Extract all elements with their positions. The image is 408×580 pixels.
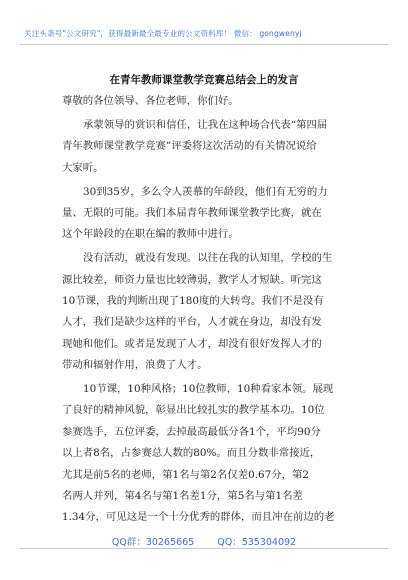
body-line: 尊敬的各位领导、各位老师，你们好。 <box>62 95 239 107</box>
body-line: 1.34分，可见这是一个十分优秀的群体，而且冲在前边的老 <box>62 511 335 524</box>
body-line: 大家听。 <box>62 161 104 174</box>
body-line: 30到35岁，多么令人羡慕的年龄段，他们有无穷的力 <box>83 185 328 198</box>
body-line: 量、无限的可能。我们本届青年教师课堂教学比赛，就在 <box>62 206 322 219</box>
page-footer <box>0 534 408 548</box>
body-line: 尤其是前5名的老师，第1名与第2名仅差0.67分，第2 <box>62 468 309 481</box>
body-line: 带动和辐射作用，浪费了人才。 <box>62 359 208 372</box>
footer-qq-group: QQ群：30265665 <box>111 537 195 548</box>
body-line: 青年教师课堂教学竞赛”评委将这次活动的有关情况说给 <box>62 140 317 153</box>
document-title: 在青年教师课堂教学竞赛总结会上的发言 <box>109 74 299 86</box>
footer-qq: QQ：535304092 <box>217 537 297 548</box>
body-line: 10节课，我的判断出现了180度的大转弯。我们不是没有 <box>62 295 324 308</box>
header-wechat-label: 微信： <box>233 29 257 38</box>
header-notice: 关注头条号"公文研究"，获得最新最全最专业的公文资料库！ <box>24 29 232 38</box>
body-line: 名两人并列，第4名与第1名差1分，第5名与第1名差 <box>62 490 303 503</box>
body-line: 现她和他们。或者是发现了人才，却没有很好发挥人才的 <box>62 337 322 350</box>
body-line: 以上者8名，占参赛总人数的80%。而且分数非常接近， <box>62 447 321 460</box>
body-line: 这个年龄段的在职在编的教师中进行。 <box>62 228 239 241</box>
body-line: 人才，我们是缺少这样的平台，人才就在身边，却没有发 <box>62 316 322 329</box>
header-wechat-id: gongwenyj <box>259 29 302 38</box>
body-line: 了良好的精神风貌，彰显出比较扎实的教学基本功。10位 <box>62 404 325 417</box>
body-line: 10节课，10种风格；10位教师，10种看家本领。展现 <box>83 383 334 396</box>
page-header <box>24 28 384 39</box>
document-body <box>62 91 354 529</box>
body-line: 源比较差，师资力量也比较薄弱，教学人才短缺。听完这 <box>62 273 322 286</box>
body-line: 参赛选手，五位评委，去掉最高最低分各1个，平均90分 <box>62 425 321 438</box>
header-divider <box>20 44 388 45</box>
body-line: 承蒙领导的赏识和信任，让我在这种场合代表“第四届 <box>83 118 328 131</box>
footer-divider <box>20 548 388 549</box>
body-line: 没有活动，就没有发现。以往在我的认知里，学校的生 <box>83 252 333 265</box>
